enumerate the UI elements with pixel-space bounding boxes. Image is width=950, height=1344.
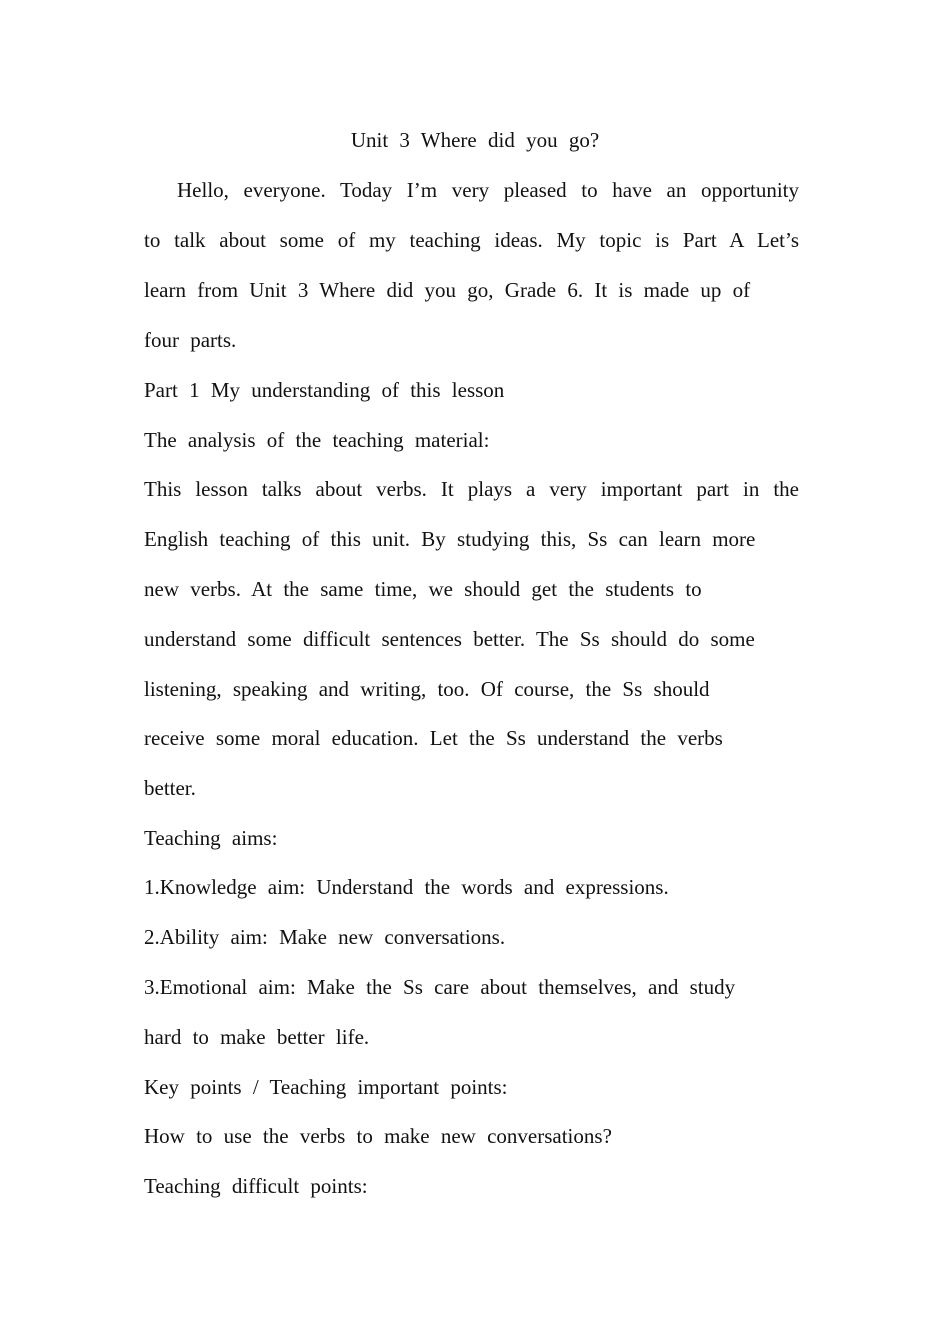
text-line: to talk about some of my teaching ideas. My topic is Part A Let’s (144, 228, 799, 252)
text-line: 2.Ability aim: Make new conversations. (144, 925, 506, 949)
text-line: Hello, everyone. Today I’m very pleased to have an opportunity (177, 178, 799, 202)
text-line: understand some difficult sentences better. The Ss should do some (144, 627, 755, 651)
text-line: better. (144, 776, 196, 800)
text-line: listening, speaking and writing, too. Of course, the Ss should (144, 677, 710, 701)
text-line: learn from Unit 3 Where did you go, Grade 6. It is made up of (144, 278, 751, 302)
text-line: new verbs. At the same time, we should get the students to (144, 577, 702, 601)
text-line: How to use the verbs to make new conversations? (144, 1124, 612, 1148)
text-line: 1.Knowledge aim: Understand the words and expressions. (144, 875, 669, 899)
text-line: hard to make better life. (144, 1025, 370, 1049)
text-line: receive some moral education. Let the Ss understand the verbs (144, 726, 723, 750)
text-line: Teaching difficult points: (144, 1174, 368, 1198)
text-line: Teaching aims: (144, 826, 278, 850)
text-line: four parts. (144, 328, 237, 352)
document-title: Unit 3 Where did you go? (350, 128, 600, 152)
text-line: The analysis of the teaching material: (144, 428, 490, 452)
text-line: This lesson talks about verbs. It plays a very important part in the (144, 477, 799, 501)
text-line: Part 1 My understanding of this lesson (144, 378, 505, 402)
text-line: 3.Emotional aim: Make the Ss care about themselves, and study (144, 975, 736, 999)
text-line: Key points / Teaching important points: (144, 1075, 508, 1099)
text-line: English teaching of this unit. By studying this, Ss can learn more (144, 527, 756, 551)
